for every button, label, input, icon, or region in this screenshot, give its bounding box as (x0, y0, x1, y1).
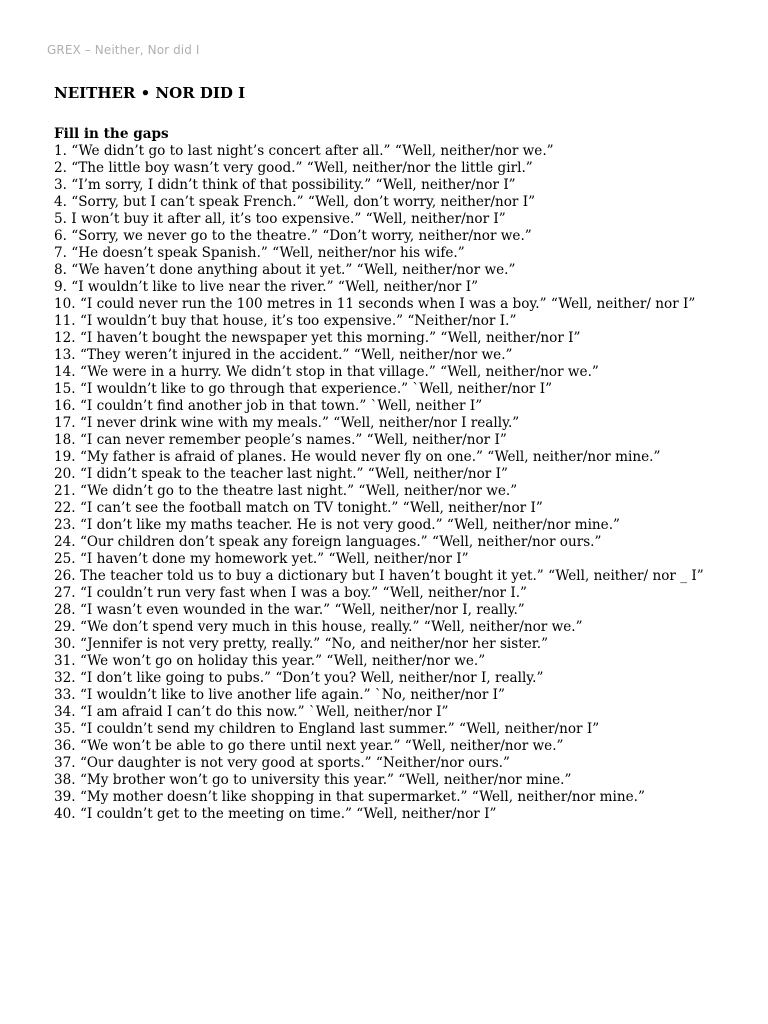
exercise-item: 40. “I couldn’t get to the meeting on time.” “Well, neither/nor I” (54, 806, 497, 822)
exercise-item: 31. “We won’t go on holiday this year.” “Well, neither/nor we.” (54, 653, 486, 669)
document-title: NEITHER • NOR DID I (54, 84, 246, 102)
exercise-item: 4. “Sorry, but I can’t speak French.” “Well, don’t worry, neither/nor I” (54, 194, 536, 210)
exercise-item: 29. “We don’t spend very much in this house, really.” “Well, neither/nor we.” (54, 619, 583, 635)
exercise-item: 22. “I can’t see the football match on TV tonight.” “Well, neither/nor I” (54, 500, 543, 516)
exercise-list (54, 143, 721, 823)
running-header: GREX – Neither, Nor did I (47, 43, 200, 57)
exercise-item: 37. “Our daughter is not very good at sports.” “Neither/nor ours.” (54, 755, 510, 771)
exercise-content (54, 126, 721, 823)
exercise-item: 1. “We didn’t go to last night’s concert after all.” “Well, neither/nor we.” (54, 143, 554, 159)
exercise-item: 2. “The little boy wasn’t very good.” “Well, neither/nor the little girl.” (54, 160, 533, 176)
exercise-item: 17. “I never drink wine with my meals.” “Well, neither/nor I really.” (54, 415, 520, 431)
exercise-item: 18. “I can never remember people’s names.” “Well, neither/nor I” (54, 432, 507, 448)
exercise-item: 34. “I am afraid I can’t do this now.” `Well, neither/nor I” (54, 704, 449, 720)
exercise-item: 6. “Sorry, we never go to the theatre.” “Don’t worry, neither/nor we.” (54, 228, 532, 244)
exercise-item: 13. “They weren’t injured in the accident.” “Well, neither/nor we.” (54, 347, 513, 363)
exercise-item: 27. “I couldn’t run very fast when I was a boy.” “Well, neither/nor I.” (54, 585, 527, 601)
exercise-item: 30. “Jennifer is not very pretty, really.” “No, and neither/nor her sister.” (54, 636, 549, 652)
exercise-item: 28. “I wasn’t even wounded in the war.” “Well, neither/nor I, really.” (54, 602, 525, 618)
exercise-item: 36. “We won’t be able to go there until next year.” “Well, neither/nor we.” (54, 738, 564, 754)
exercise-item: 20. “I didn’t speak to the teacher last night.” “Well, neither/nor I” (54, 466, 508, 482)
exercise-item: 7. “He doesn’t speak Spanish.” “Well, neither/nor his wife.” (54, 245, 465, 261)
exercise-item: 21. “We didn’t go to the theatre last night.” “Well, neither/nor we.” (54, 483, 518, 499)
exercise-item: 32. “I don’t like going to pubs.” “Don’t you? Well, neither/nor I, really.” (54, 670, 544, 686)
exercise-item: 5. I won’t buy it after all, it’s too expensive.” “Well, neither/nor I” (54, 211, 506, 227)
exercise-item: 3. “I’m sorry, I didn’t think of that possibility.” “Well, neither/nor I” (54, 177, 516, 193)
exercise-item: 23. “I don’t like my maths teacher. He is not very good.” “Well, neither/nor mine.” (54, 517, 620, 533)
exercise-item: 8. “We haven’t done anything about it yet.” “Well, neither/nor we.” (54, 262, 516, 278)
exercise-item: 14. “We were in a hurry. We didn’t stop in that village.” “Well, neither/nor we.” (54, 364, 599, 380)
exercise-item: 26. The teacher told us to buy a dictionary but I haven’t bought it yet.” “Well, neither/ nor _ I” (54, 568, 704, 584)
exercise-item: 33. “I wouldn’t like to live another life again.” `No, neither/nor I” (54, 687, 505, 703)
exercise-item: 39. “My mother doesn’t like shopping in that supermarket.” “Well, neither/nor mine.” (54, 789, 645, 805)
exercise-item: 10. “I could never run the 100 metres in 11 seconds when I was a boy.” “Well, neither/ nor I” (54, 296, 696, 312)
exercise-item: 9. “I wouldn’t like to live near the river.” “Well, neither/nor I” (54, 279, 479, 295)
exercise-item: 11. “I wouldn’t buy that house, it’s too expensive.” “Neither/nor I.” (54, 313, 517, 329)
exercise-item: 35. “I couldn’t send my children to England last summer.” “Well, neither/nor I” (54, 721, 600, 737)
section-heading: Fill in the gaps (54, 126, 169, 142)
exercise-item: 38. “My brother won’t go to university this year.” “Well, neither/nor mine.” (54, 772, 572, 788)
exercise-item: 24. “Our children don’t speak any foreign languages.” “Well, neither/nor ours.” (54, 534, 602, 550)
exercise-item: 19. “My father is afraid of planes. He would never fly on one.” “Well, neither/nor mine.” (54, 449, 661, 465)
exercise-item: 16. “I couldn’t find another job in that town.” `Well, neither I” (54, 398, 483, 414)
exercise-item: 12. “I haven’t bought the newspaper yet this morning.” “Well, neither/nor I” (54, 330, 581, 346)
exercise-item: 25. “I haven’t done my homework yet.” “Well, neither/nor I” (54, 551, 469, 567)
exercise-item: 15. “I wouldn’t like to go through that experience.” `Well, neither/nor I” (54, 381, 553, 397)
